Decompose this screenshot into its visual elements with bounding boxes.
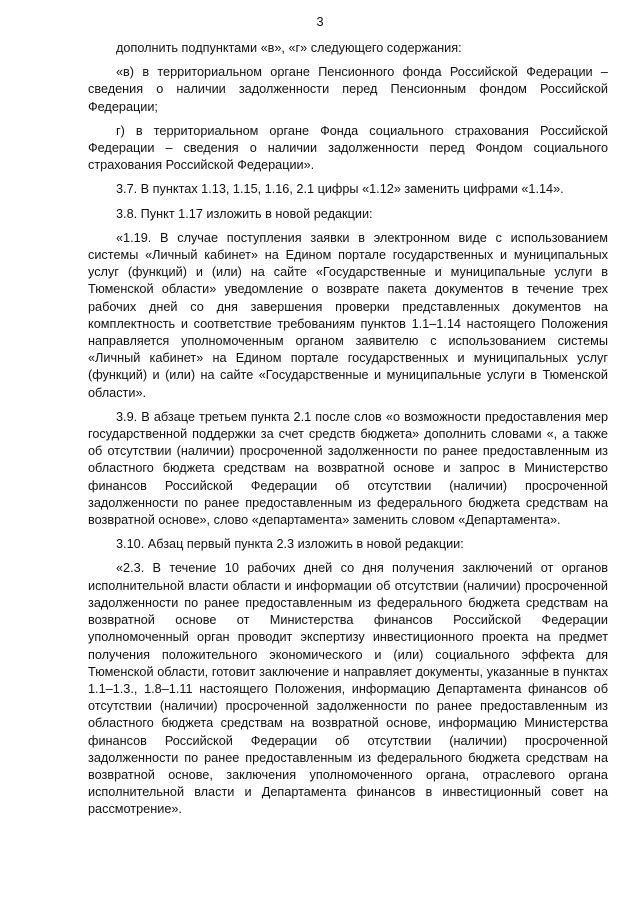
paragraph-3-9: 3.9. В абзаце третьем пункта 2.1 после слов «о возможности предоставления мер государственной поддержки за счет средств бюджета» дополнить словами «, а также об отсутствии (наличии) просроченной задолженности по ранее предоставленным из областного бюджета средствам на возвратной основе и запрос в Министерство финансов Российской Федерации об отсутствии (наличии) просроченной задолженности по ранее предоставленным из федерального бюджета средствам на возвратной основе», слово «департамента» заменить словом «Департамента».: [88, 409, 608, 528]
paragraph-subitem-v: «в) в территориальном органе Пенсионного фонда Российской Федерации – сведения о наличии задолженности перед Пенсионным фондом Российской Федерации;: [88, 65, 608, 114]
paragraph-intro: дополнить подпунктами «в», «г» следующего содержания:: [116, 41, 462, 55]
paragraph-2-3: «2.3. В течение 10 рабочих дней со дня получения заключений от органов исполнительной власти области и информации об отсутствии (наличии) просроченной задолженности по ранее предоставленным из федерального бюджета средствам на возвратной основе от Министерства финансов Российской Федерации уполномоченный орган проводит экспертизу инвестиционного проекта на предмет получения положительного экономического и (или) социального эффекта для Тюменской области, готовит заключение и направляет документы, указанные в пунктах 1.1–1.3., 1.8–1.11 настоящего Положения, информацию Департамента финансов об отсутствии (наличии) просроченной задолженности по ранее предоставленным из областного бюджета средствам на возвратной основе, информацию Министерства финансов Российской Федерации об отсутствии (наличии) просроченной задолженности по ранее предоставленным из федерального бюджета средствам на возвратной основе, заключения уполномоченного органа, отраслевого органа исполнительной власти и Департамента финансов в инвестиционный совет на рассмотрение».: [88, 561, 608, 817]
paragraph-1-19: «1.19. В случае поступления заявки в электронном виде с использованием системы «Личный кабинет» на Едином портале государственных и муниципальных услуг (функций) и (или) на сайте «Государственные и муниципальные услуги в Тюменской области» уведомление о возврате пакета документов в течение трех рабочих дней со дня завершения проверки представленных документов на комплектность и соответствие требованиям пунктов 1.1–1.14 настоящего Положения направляется уполномоченным органом заявителю с использованием системы «Личный кабинет» на Едином портале государственных и муниципальных услуг (функций) и (или) на сайте «Государственные и муниципальные услуги в Тюменской области».: [88, 230, 608, 400]
paragraph-3-10: 3.10. Абзац первый пункта 2.3 изложить в новой редакции:: [116, 537, 464, 552]
paragraph-subitem-g: г) в территориальном органе Фонда социального страхования Российской Федерации – сведения о наличии задолженности перед Фондом социального страхования Российской Федерации».: [88, 123, 608, 173]
document-body: [88, 40, 608, 826]
page-number: 3: [316, 15, 324, 29]
paragraph-3-8: 3.8. Пункт 1.17 изложить в новой редакции:: [116, 206, 373, 221]
paragraph-3-7: 3.7. В пунктах 1.13, 1.15, 1.16, 2.1 цифры «1.12» заменить цифрами «1.14».: [116, 182, 564, 197]
